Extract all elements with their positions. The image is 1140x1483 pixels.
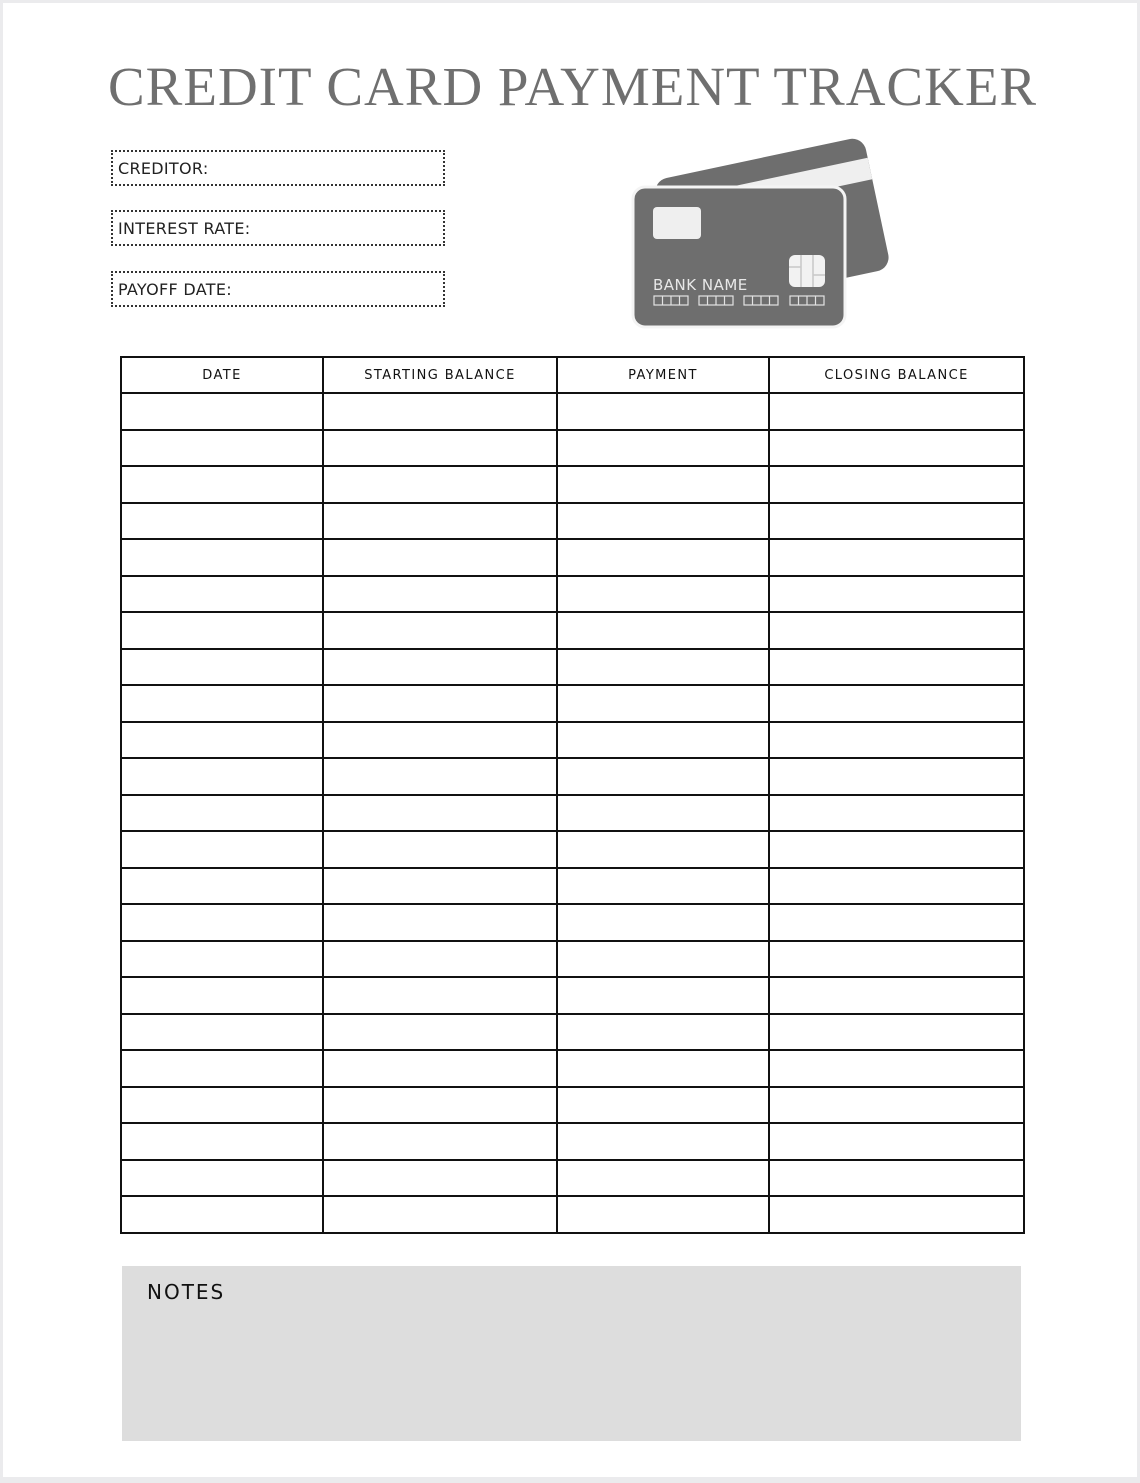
starting-balance-cell[interactable] [323, 503, 557, 540]
date-cell[interactable] [121, 868, 323, 905]
column-header-payment: PAYMENT [557, 357, 769, 393]
creditor-field[interactable] [111, 150, 445, 186]
date-cell[interactable] [121, 1196, 323, 1233]
table-row [121, 685, 1024, 722]
table-row [121, 795, 1024, 832]
payment-cell[interactable] [557, 576, 769, 613]
date-cell[interactable] [121, 722, 323, 759]
starting-balance-cell[interactable] [323, 1196, 557, 1233]
notes-area[interactable] [122, 1266, 1021, 1441]
table-row [121, 1087, 1024, 1124]
closing-balance-cell[interactable] [769, 1160, 1024, 1197]
closing-balance-cell[interactable] [769, 758, 1024, 795]
table-row [121, 1050, 1024, 1087]
payment-cell[interactable] [557, 539, 769, 576]
table-row [121, 722, 1024, 759]
payment-cell[interactable] [557, 795, 769, 832]
closing-balance-cell[interactable] [769, 649, 1024, 686]
payment-cell[interactable] [557, 977, 769, 1014]
payment-cell[interactable] [557, 1196, 769, 1233]
table-row [121, 904, 1024, 941]
table-row [121, 1014, 1024, 1051]
starting-balance-cell[interactable] [323, 722, 557, 759]
table-row [121, 977, 1024, 1014]
table-row [121, 1123, 1024, 1160]
credit-cards-icon [631, 131, 891, 341]
payment-cell[interactable] [557, 466, 769, 503]
svg-text:BANK NAME: BANK NAME [653, 276, 748, 294]
payment-cell[interactable] [557, 503, 769, 540]
date-cell[interactable] [121, 977, 323, 1014]
interest-rate-label: INTEREST RATE: [118, 218, 251, 238]
date-cell[interactable] [121, 576, 323, 613]
table-row [121, 868, 1024, 905]
starting-balance-cell[interactable] [323, 466, 557, 503]
table-row [121, 649, 1024, 686]
closing-balance-cell[interactable] [769, 722, 1024, 759]
date-cell[interactable] [121, 430, 323, 467]
table-row [121, 1196, 1024, 1233]
table-row [121, 831, 1024, 868]
closing-balance-cell[interactable] [769, 1123, 1024, 1160]
table-row [121, 503, 1024, 540]
payment-cell[interactable] [557, 430, 769, 467]
payment-cell[interactable] [557, 1087, 769, 1124]
table-row [121, 1160, 1024, 1197]
table-row [121, 430, 1024, 467]
date-cell[interactable] [121, 685, 323, 722]
closing-balance-cell[interactable] [769, 977, 1024, 1014]
table-row [121, 576, 1024, 613]
closing-balance-cell[interactable] [769, 831, 1024, 868]
creditor-label: CREDITOR: [118, 158, 209, 178]
date-cell[interactable] [121, 904, 323, 941]
starting-balance-cell[interactable] [323, 393, 557, 430]
payment-cell[interactable] [557, 1160, 769, 1197]
payment-cell[interactable] [557, 1123, 769, 1160]
closing-balance-cell[interactable] [769, 503, 1024, 540]
table-row [121, 393, 1024, 430]
starting-balance-cell[interactable] [323, 576, 557, 613]
date-cell[interactable] [121, 466, 323, 503]
card-chip-icon [789, 255, 825, 287]
payment-cell[interactable] [557, 941, 769, 978]
starting-balance-cell[interactable] [323, 1014, 557, 1051]
date-cell[interactable] [121, 539, 323, 576]
interest-rate-field[interactable] [111, 210, 445, 246]
date-cell[interactable] [121, 1050, 323, 1087]
payment-cell[interactable] [557, 722, 769, 759]
closing-balance-cell[interactable] [769, 941, 1024, 978]
date-cell[interactable] [121, 1160, 323, 1197]
page [3, 3, 1137, 1477]
payment-table [120, 356, 1025, 1234]
payoff-date-label: PAYOFF DATE: [118, 279, 232, 299]
closing-balance-cell[interactable] [769, 904, 1024, 941]
starting-balance-cell[interactable] [323, 685, 557, 722]
date-cell[interactable] [121, 1123, 323, 1160]
starting-balance-cell[interactable] [323, 941, 557, 978]
table-row [121, 758, 1024, 795]
table-row [121, 539, 1024, 576]
date-cell[interactable] [121, 612, 323, 649]
starting-balance-cell[interactable] [323, 977, 557, 1014]
date-cell[interactable] [121, 795, 323, 832]
date-cell[interactable] [121, 503, 323, 540]
starting-balance-cell[interactable] [323, 831, 557, 868]
table-header-row [121, 357, 1024, 393]
date-cell[interactable] [121, 1087, 323, 1124]
date-cell[interactable] [121, 649, 323, 686]
table-row [121, 466, 1024, 503]
closing-balance-cell[interactable] [769, 576, 1024, 613]
notes-label: NOTES [147, 1280, 226, 1304]
closing-balance-cell[interactable] [769, 393, 1024, 430]
closing-balance-cell[interactable] [769, 868, 1024, 905]
starting-balance-cell[interactable] [323, 1050, 557, 1087]
starting-balance-cell[interactable] [323, 430, 557, 467]
closing-balance-cell[interactable] [769, 466, 1024, 503]
closing-balance-cell[interactable] [769, 612, 1024, 649]
table-row [121, 612, 1024, 649]
payoff-date-field[interactable] [111, 271, 445, 307]
date-cell[interactable] [121, 393, 323, 430]
starting-balance-cell[interactable] [323, 539, 557, 576]
starting-balance-cell[interactable] [323, 1087, 557, 1124]
payment-cell[interactable] [557, 649, 769, 686]
table-row [121, 941, 1024, 978]
table-body [121, 393, 1024, 1233]
payment-cell[interactable] [557, 831, 769, 868]
starting-balance-cell[interactable] [323, 649, 557, 686]
closing-balance-cell[interactable] [769, 1196, 1024, 1233]
starting-balance-cell[interactable] [323, 1123, 557, 1160]
payment-cell[interactable] [557, 758, 769, 795]
column-header-starting-balance: STARTING BALANCE [323, 357, 557, 393]
closing-balance-cell[interactable] [769, 1087, 1024, 1124]
date-cell[interactable] [121, 941, 323, 978]
date-cell[interactable] [121, 1014, 323, 1051]
starting-balance-cell[interactable] [323, 612, 557, 649]
closing-balance-cell[interactable] [769, 795, 1024, 832]
closing-balance-cell[interactable] [769, 430, 1024, 467]
date-cell[interactable] [121, 758, 323, 795]
closing-balance-cell[interactable] [769, 1050, 1024, 1087]
payment-cell[interactable] [557, 393, 769, 430]
date-cell[interactable] [121, 831, 323, 868]
payment-cell[interactable] [557, 868, 769, 905]
payment-cell[interactable] [557, 685, 769, 722]
payment-cell[interactable] [557, 904, 769, 941]
column-header-closing-balance: CLOSING BALANCE [769, 357, 1024, 393]
starting-balance-cell[interactable] [323, 868, 557, 905]
column-header-date: DATE [121, 357, 323, 393]
page-title: CREDIT CARD PAYMENT TRACKER [108, 56, 1038, 117]
payment-cell[interactable] [557, 1014, 769, 1051]
closing-balance-cell[interactable] [769, 685, 1024, 722]
starting-balance-cell[interactable] [323, 758, 557, 795]
payment-cell[interactable] [557, 1050, 769, 1087]
starting-balance-cell[interactable] [323, 1160, 557, 1197]
starting-balance-cell[interactable] [323, 904, 557, 941]
closing-balance-cell[interactable] [769, 539, 1024, 576]
starting-balance-cell[interactable] [323, 795, 557, 832]
closing-balance-cell[interactable] [769, 1014, 1024, 1051]
payment-cell[interactable] [557, 612, 769, 649]
